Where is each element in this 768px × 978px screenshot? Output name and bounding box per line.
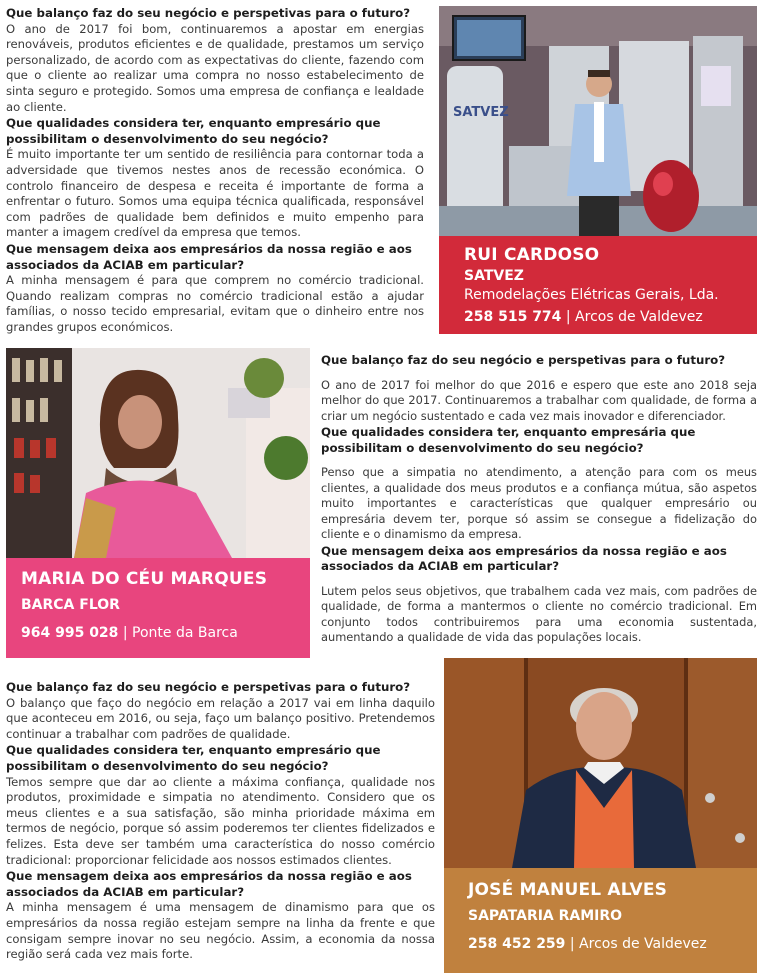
store-photo-illustration [439, 6, 757, 236]
profile-name: JOSÉ MANUEL ALVES [468, 880, 668, 900]
question-message: Que mensagem deixa aos empresários da nossa região e aos associados da ACIAB em particular? [321, 543, 727, 574]
interview-text-1 [6, 6, 424, 336]
answer-balance: O ano de 2017 foi melhor do que 2016 e espero que este ano 2018 seja melhor do que 2017. Continuaremos a trabalhar com qualidade, de forma a criar um negócio sustentado e cada vez mais inovador e diferenciador. [321, 377, 757, 423]
phone-number: 258 515 774 [464, 309, 562, 325]
satvez-photo-label: SATVEZ [453, 105, 509, 120]
profile-card-jose-manuel-alves [444, 868, 757, 973]
question-qualities: Que qualidades considera ter, enquanto empresário que possibilitam o desenvolvimento do seu negócio? [6, 116, 381, 146]
location: | Arcos de Valdevez [569, 936, 707, 952]
interview-text-3 [6, 680, 435, 964]
company-description: Remodelações Elétricas Gerais, Lda. [464, 287, 719, 303]
answer-qualities: É muito importante ter um sentido de resiliência para contornar toda a adversidade que tivemos nestes anos de recessão económica. O controlo financeiro de despesa e receita é importante de forma a enfrentar o futuro. Somos uma equipa técnica qualificada, responsável com padrões de qualidade bem definidos e muito empenho para manter a imagem credível da empresa que temos. [6, 147, 424, 240]
company-name: SATVEZ [464, 268, 524, 284]
profile-name: MARIA DO CÉU MARQUES [21, 569, 268, 589]
location: | Arcos de Valdevez [565, 309, 703, 325]
answer-message: A minha mensagem é uma mensagem de dinamismo para que os empresários da nossa região estejam sempre na linha da frente e que consigam sempre inovar no seu negócio. Assim, a economia da nossa região será cada vez mais forte. [6, 900, 435, 962]
phone-number: 964 995 028 [21, 625, 119, 641]
profile-card-rui-cardoso [439, 236, 757, 334]
photo-rui-cardoso [439, 6, 757, 236]
answer-balance: O ano de 2017 foi bom, continuaremos a apostar em energias renováveis, produtos eficientes e de qualidade, prestamos um serviço personalizado, de acordo com as expectativas do cliente, fazendo com que o cliente ao realizar uma compra no nosso estabelecimento de sinta seguro e protegido. Somos uma empresa de confiança e lealdade ao cliente. [6, 21, 424, 114]
question-qualities: Que qualidades considera ter, enquanto empresário que possibilitam o desenvolvimento do seu negócio? [6, 743, 381, 773]
answer-qualities: Temos sempre que dar ao cliente a máxima confiança, qualidade nos produtos, proximidade e simpatia no atendimento. Considero que os meus clientes e a sua satisfação, são minha prioridade máxima em termos de negócio, porque só assim poderemos ter clientes fidelizados e felizes. Esta deve ser também uma característica do nosso comércio tradicional: proporcionar felicidade aos nossos estimados clientes. [6, 774, 435, 867]
profile-card-maria-do-ceu-marques [6, 558, 310, 658]
answer-balance: O balanço que faço do negócio em relação a 2017 vai em linha daquilo que aconteceu em 2016, ou seja, faço um balanço positivo. Pretendemos continuar a trabalhar com padrões de qualidade. [6, 695, 435, 741]
photo-jose-manuel-alves [444, 658, 757, 868]
portrait-illustration [444, 658, 757, 868]
question-message: Que mensagem deixa aos empresários da nossa região e aos associados da ACIAB em particular? [6, 869, 412, 899]
company-name: BARCA FLOR [21, 597, 120, 613]
photo-maria-do-ceu-marques [6, 348, 310, 558]
phone-number: 258 452 259 [468, 936, 566, 952]
question-message: Que mensagem deixa aos empresários da nossa região e aos associados da ACIAB em particular? [6, 241, 412, 272]
question-balance: Que balanço faz do seu negócio e perspetivas para o futuro? [6, 6, 411, 20]
profile-name: RUI CARDOSO [464, 245, 600, 265]
interview-text-2 [321, 353, 757, 647]
question-balance: Que balanço faz do seu negócio e perspetivas para o futuro? [6, 680, 411, 694]
answer-message: A minha mensagem é para que comprem no comércio tradicional. Quando realizam compras no comércio tradicional estão a ajudar famílias, o nosso tecido empresarial, evitam que o dinheiro entre nos grandes grupos económicos. [6, 273, 424, 334]
contact-line [464, 309, 703, 325]
answer-qualities: Penso que a simpatia no atendimento, a atenção para com os meus clientes, a qualidade dos meus produtos e a confiança mútua, são aspetos muito importantes e características que qualquer empresário ou empresária devem ter, porque só assim se consegue a fidelização do cliente e o dinamismo da empresa. [321, 465, 757, 542]
location: | Ponte da Barca [122, 625, 238, 641]
question-balance: Que balanço faz do seu negócio e perspetivas para o futuro? [321, 353, 726, 367]
question-qualities: Que qualidades considera ter, enquanto empresária que possibilitam o desenvolvimento do seu negócio? [321, 425, 696, 455]
answer-message: Lutem pelos seus objetivos, que trabalhem cada vez mais, com padrões de qualidade, de forma a mantermos o cliente no comércio tradicional. Em conjunto todos contribuiremos para uma economia sustentada, aumentando a qualidade de vida das populações locais. [321, 583, 757, 645]
shop-photo-illustration [6, 348, 310, 558]
contact-line [468, 936, 707, 952]
company-name: SAPATARIA RAMIRO [468, 908, 623, 924]
contact-line [21, 625, 238, 641]
